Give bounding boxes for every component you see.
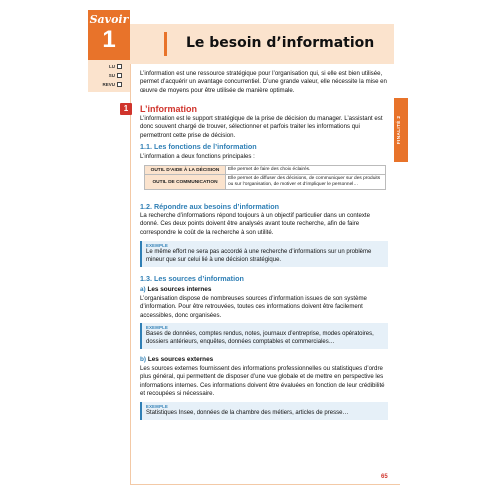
checklist-label: SU xyxy=(108,73,115,78)
checklist-item-revu xyxy=(88,80,130,89)
source-heading-letter: a) xyxy=(140,286,146,293)
table-value: Elle permet de faire des choix éclairés. xyxy=(226,166,386,175)
subsection-lead: L’information a deux fonctions principales : xyxy=(140,153,255,160)
subsection-title-1-1: 1.1. Les fonctions de l’information xyxy=(140,142,257,151)
section-number-badge: 1 xyxy=(120,103,132,115)
source-heading-letter: b) xyxy=(140,356,147,363)
checkbox-icon[interactable] xyxy=(117,82,122,87)
example-text: Bases de données, comptes rendus, notes, journaux d’entreprise, modes opératoires, dossiers antérieurs, enquêtes, données comptables et commerciales… xyxy=(146,331,374,345)
source-heading-text: Les sources externes xyxy=(147,356,214,363)
example-text: Le même effort ne sera pas accordé à une recherche d’informations sur un problème mineur que sur celui lié à une décision stratégique. xyxy=(146,249,372,263)
source-paragraph: Les sources externes fournissent des informations professionnelles ou statistiques d’ordre plus général, qui permettent de disposer d’une vue globale et de mettre en perspective les informations internes. Ces informations doivent être évaluées en fonction de leur crédibilité et recoupées si nécessaire. xyxy=(140,365,385,397)
table-row xyxy=(145,166,386,175)
checkbox-icon[interactable] xyxy=(117,64,122,69)
source-heading-text: Les sources internes xyxy=(147,286,212,293)
title-band xyxy=(130,24,394,64)
example-text: Statistiques Insee, données de la chambre des métiers, articles de presse… xyxy=(146,410,349,416)
example-box xyxy=(140,323,388,349)
footer-rule xyxy=(130,484,400,485)
side-tab-label: FINALITÉ 2 xyxy=(397,115,402,145)
source-heading-a xyxy=(140,286,211,293)
chapter-tab xyxy=(88,10,130,64)
example-box xyxy=(140,241,388,267)
page-title: Le besoin d’information xyxy=(186,35,375,51)
checklist-item-lu xyxy=(88,62,130,71)
table-value: Elle permet de diffuser des décisions, de communiquer sur des produits ou sur l’organisation, de motiver et d’impliquer le personnel… xyxy=(226,175,386,190)
checklist-label: LU xyxy=(109,64,115,69)
example-box xyxy=(140,402,388,420)
checklist-label: REVU xyxy=(102,82,115,87)
functions-table xyxy=(144,165,386,190)
example-label: EXEMPLE xyxy=(146,243,169,248)
section-paragraph: L’information est le support stratégique de la prise de décision du manager. L’assistant est donc souvent chargé de trouver, sélectionner et parfois traiter les informations qui permettront cette prise de décision. xyxy=(140,115,383,139)
table-key: OUTIL DE COMMUNICATION xyxy=(145,175,226,190)
side-tab xyxy=(394,98,408,162)
source-heading-b xyxy=(140,356,213,363)
table-row xyxy=(145,175,386,190)
subsection-paragraph: La recherche d’informations répond toujours à un objectif particulier dans un contexte donné. Ces deux points doivent être analysés avant toute recherche, afin de faire correspondre le coût de la recherche à son utilité. xyxy=(140,212,371,236)
page-number: 65 xyxy=(381,474,388,480)
checkbox-icon[interactable] xyxy=(117,73,122,78)
chapter-number: 1 xyxy=(102,26,116,53)
source-paragraph: L’organisation dispose de nombreuses sources d’information issues de son système d’information. Pour être retrouvées, toutes ces informations doivent être facilement accessibles, donc organisées. xyxy=(140,295,367,319)
table-key: OUTIL D’AIDE À LA DÉCISION xyxy=(145,166,226,175)
subsection-title-1-2: 1.2. Répondre aux besoins d’information xyxy=(140,202,279,211)
margin-rule xyxy=(130,64,131,484)
intro-paragraph: L’information est une ressource stratégique pour l’organisation qui, si elle est bien utilisée, permet d’acquérir un avantage concurrentiel. D’une grande valeur, elle nécessite la mise en œuvre de moyens pour être utilisée de manière optimale. xyxy=(140,70,387,94)
checklist-item-su xyxy=(88,71,130,80)
subsection-title-1-3: 1.3. Les sources d’information xyxy=(140,274,244,283)
progress-checklist xyxy=(88,60,130,92)
example-label: EXEMPLE xyxy=(146,404,169,409)
example-label: EXEMPLE xyxy=(146,325,169,330)
section-title: L’information xyxy=(140,104,197,114)
savoir-label: Savoir xyxy=(89,13,129,26)
title-accent-bar xyxy=(164,32,167,56)
